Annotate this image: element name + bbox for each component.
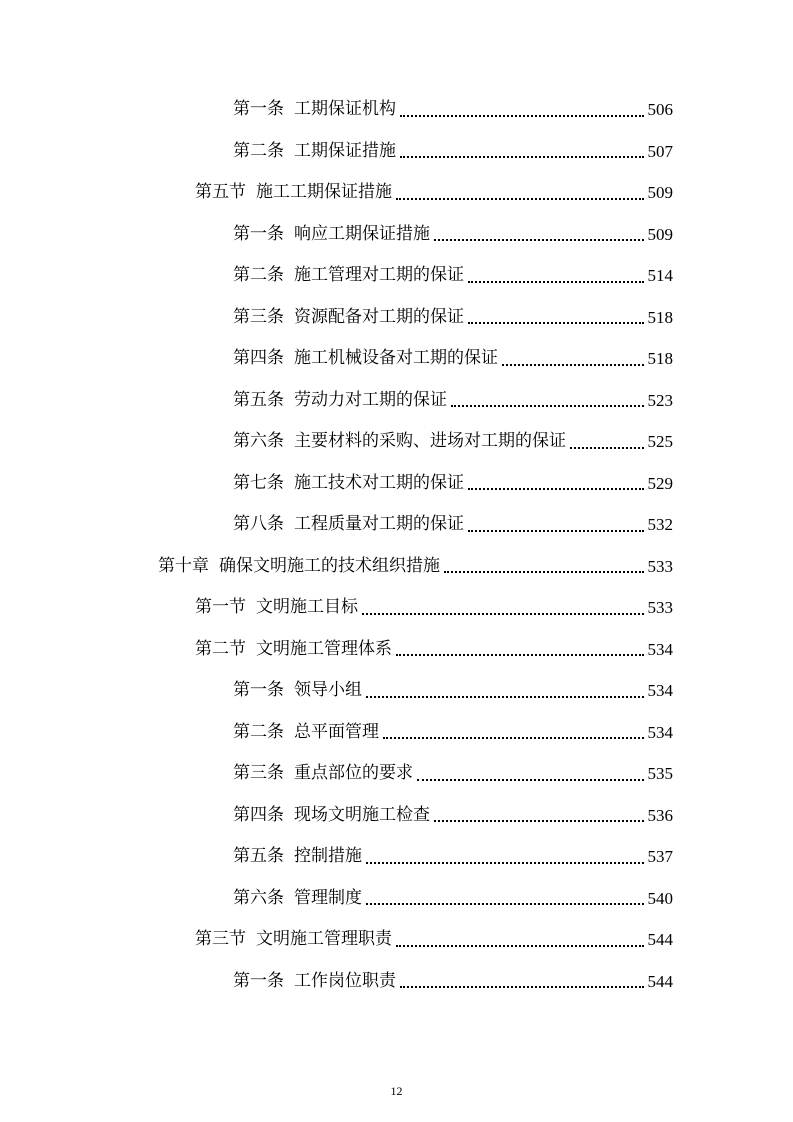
toc-entry-page: 518 bbox=[647, 307, 673, 327]
toc-entry-page: 529 bbox=[647, 473, 673, 493]
toc-entry-page: 534 bbox=[647, 681, 673, 701]
dot-leader bbox=[400, 986, 644, 988]
toc-entry[interactable] bbox=[0, 380, 793, 422]
dot-leader bbox=[396, 654, 644, 656]
toc-entry-page: 540 bbox=[647, 888, 673, 908]
toc-entry[interactable] bbox=[0, 421, 793, 463]
dot-leader bbox=[366, 696, 644, 698]
toc-entry[interactable] bbox=[0, 587, 793, 629]
toc-entry-number: 第三条 bbox=[233, 763, 284, 784]
toc-entry[interactable] bbox=[0, 795, 793, 837]
dot-leader bbox=[434, 239, 644, 241]
toc-entry[interactable] bbox=[0, 961, 793, 1003]
dot-leader bbox=[366, 903, 644, 905]
toc-entry[interactable] bbox=[0, 172, 793, 214]
dot-leader bbox=[400, 156, 644, 158]
toc-entry-page: 525 bbox=[647, 432, 673, 452]
toc-entry-page: 514 bbox=[647, 266, 673, 286]
toc-entry[interactable] bbox=[0, 836, 793, 878]
toc-entry-number: 第八条 bbox=[233, 514, 284, 535]
toc-entry[interactable] bbox=[0, 131, 793, 173]
toc-entry-number: 第五条 bbox=[233, 389, 284, 410]
toc-entry-page: 535 bbox=[647, 764, 673, 784]
toc-entry-page: 523 bbox=[647, 390, 673, 410]
toc-entry-page: 506 bbox=[647, 100, 673, 120]
toc-entry-title: 响应工期保证措施 bbox=[294, 223, 430, 244]
toc-entry[interactable] bbox=[0, 670, 793, 712]
dot-leader bbox=[468, 530, 644, 532]
toc-entry[interactable] bbox=[0, 504, 793, 546]
toc-entry[interactable] bbox=[0, 712, 793, 754]
toc-entry-title: 领导小组 bbox=[294, 680, 362, 701]
toc-entry[interactable] bbox=[0, 753, 793, 795]
toc-entry-number: 第三条 bbox=[233, 306, 284, 327]
toc-entry[interactable] bbox=[0, 463, 793, 505]
toc-entry-title: 施工技术对工期的保证 bbox=[294, 472, 464, 493]
toc-entry-number: 第十章 bbox=[158, 555, 209, 576]
toc-entry-title: 施工机械设备对工期的保证 bbox=[294, 348, 498, 369]
toc-entry-number: 第五节 bbox=[195, 182, 246, 203]
toc-entry[interactable] bbox=[0, 214, 793, 256]
toc-entry-page: 533 bbox=[647, 556, 673, 576]
dot-leader bbox=[468, 322, 644, 324]
toc-entry-page: 534 bbox=[647, 722, 673, 742]
toc-entry-title: 重点部位的要求 bbox=[294, 763, 413, 784]
toc-entry-page: 509 bbox=[647, 183, 673, 203]
toc-entry-title: 总平面管理 bbox=[294, 721, 379, 742]
toc-entry-number: 第一节 bbox=[195, 597, 246, 618]
toc-entry-title: 资源配备对工期的保证 bbox=[294, 306, 464, 327]
toc-entry-page: 532 bbox=[647, 515, 673, 535]
dot-leader bbox=[366, 862, 644, 864]
toc-entry-title: 工程质量对工期的保证 bbox=[294, 514, 464, 535]
toc-entry-number: 第六条 bbox=[233, 887, 284, 908]
dot-leader bbox=[468, 488, 644, 490]
dot-leader bbox=[400, 115, 644, 117]
dot-leader bbox=[444, 571, 644, 573]
dot-leader bbox=[396, 198, 644, 200]
toc-entry-page: 544 bbox=[647, 930, 673, 950]
toc-entry-title: 文明施工目标 bbox=[256, 597, 358, 618]
toc-entry-number: 第二条 bbox=[233, 265, 284, 286]
toc-entry-page: 507 bbox=[647, 141, 673, 161]
toc-entry-number: 第一条 bbox=[233, 680, 284, 701]
page-number: 12 bbox=[390, 1084, 403, 1098]
toc-entry-page: 537 bbox=[647, 847, 673, 867]
dot-leader bbox=[468, 281, 644, 283]
toc-entry-number: 第四条 bbox=[233, 348, 284, 369]
toc-entry[interactable] bbox=[0, 878, 793, 920]
dot-leader bbox=[383, 737, 644, 739]
toc-entry-number: 第七条 bbox=[233, 472, 284, 493]
toc-entry-title: 工期保证措施 bbox=[294, 140, 396, 161]
toc-entry-number: 第一条 bbox=[233, 99, 284, 120]
toc-entry[interactable] bbox=[0, 89, 793, 131]
toc-entry-number: 第六条 bbox=[233, 431, 284, 452]
toc-entry-title: 施工工期保证措施 bbox=[256, 182, 392, 203]
toc-entry[interactable] bbox=[0, 629, 793, 671]
toc-entry-title: 工作岗位职责 bbox=[294, 970, 396, 991]
toc-entry-number: 第二节 bbox=[195, 638, 246, 659]
toc-entry-page: 518 bbox=[647, 349, 673, 369]
toc-entry-title: 现场文明施工检查 bbox=[294, 804, 430, 825]
dot-leader bbox=[434, 820, 644, 822]
toc-entry-title: 施工管理对工期的保证 bbox=[294, 265, 464, 286]
toc-entry-number: 第五条 bbox=[233, 846, 284, 867]
dot-leader bbox=[417, 779, 644, 781]
dot-leader bbox=[362, 613, 644, 615]
toc-entry-title: 劳动力对工期的保证 bbox=[294, 389, 447, 410]
dot-leader bbox=[451, 405, 644, 407]
toc-entry-title: 控制措施 bbox=[294, 846, 362, 867]
toc-entry-title: 主要材料的采购、进场对工期的保证 bbox=[294, 431, 566, 452]
toc-entry-title: 文明施工管理职责 bbox=[256, 929, 392, 950]
dot-leader bbox=[502, 364, 644, 366]
dot-leader bbox=[396, 945, 644, 947]
toc-entry[interactable] bbox=[0, 338, 793, 380]
toc-entry-page: 544 bbox=[647, 971, 673, 991]
toc-entry-number: 第二条 bbox=[233, 140, 284, 161]
toc-entry-title: 确保文明施工的技术组织措施 bbox=[219, 555, 440, 576]
toc-entry-number: 第二条 bbox=[233, 721, 284, 742]
toc-entry-page: 534 bbox=[647, 639, 673, 659]
toc-entry-number: 第三节 bbox=[195, 929, 246, 950]
dot-leader bbox=[570, 447, 644, 449]
toc-entry[interactable] bbox=[0, 919, 793, 961]
toc-entry-title: 工期保证机构 bbox=[294, 99, 396, 120]
toc-entry-number: 第四条 bbox=[233, 804, 284, 825]
toc-entry-page: 509 bbox=[647, 224, 673, 244]
toc-entry[interactable] bbox=[0, 546, 793, 588]
toc-entry-number: 第一条 bbox=[233, 223, 284, 244]
toc-entry-page: 536 bbox=[647, 805, 673, 825]
toc-entry-page: 533 bbox=[647, 598, 673, 618]
toc-entry-title: 文明施工管理体系 bbox=[256, 638, 392, 659]
toc-entry[interactable] bbox=[0, 255, 793, 297]
toc-entry[interactable] bbox=[0, 297, 793, 339]
toc-entry-number: 第一条 bbox=[233, 970, 284, 991]
toc-entry-title: 管理制度 bbox=[294, 887, 362, 908]
table-of-contents bbox=[0, 89, 793, 1002]
